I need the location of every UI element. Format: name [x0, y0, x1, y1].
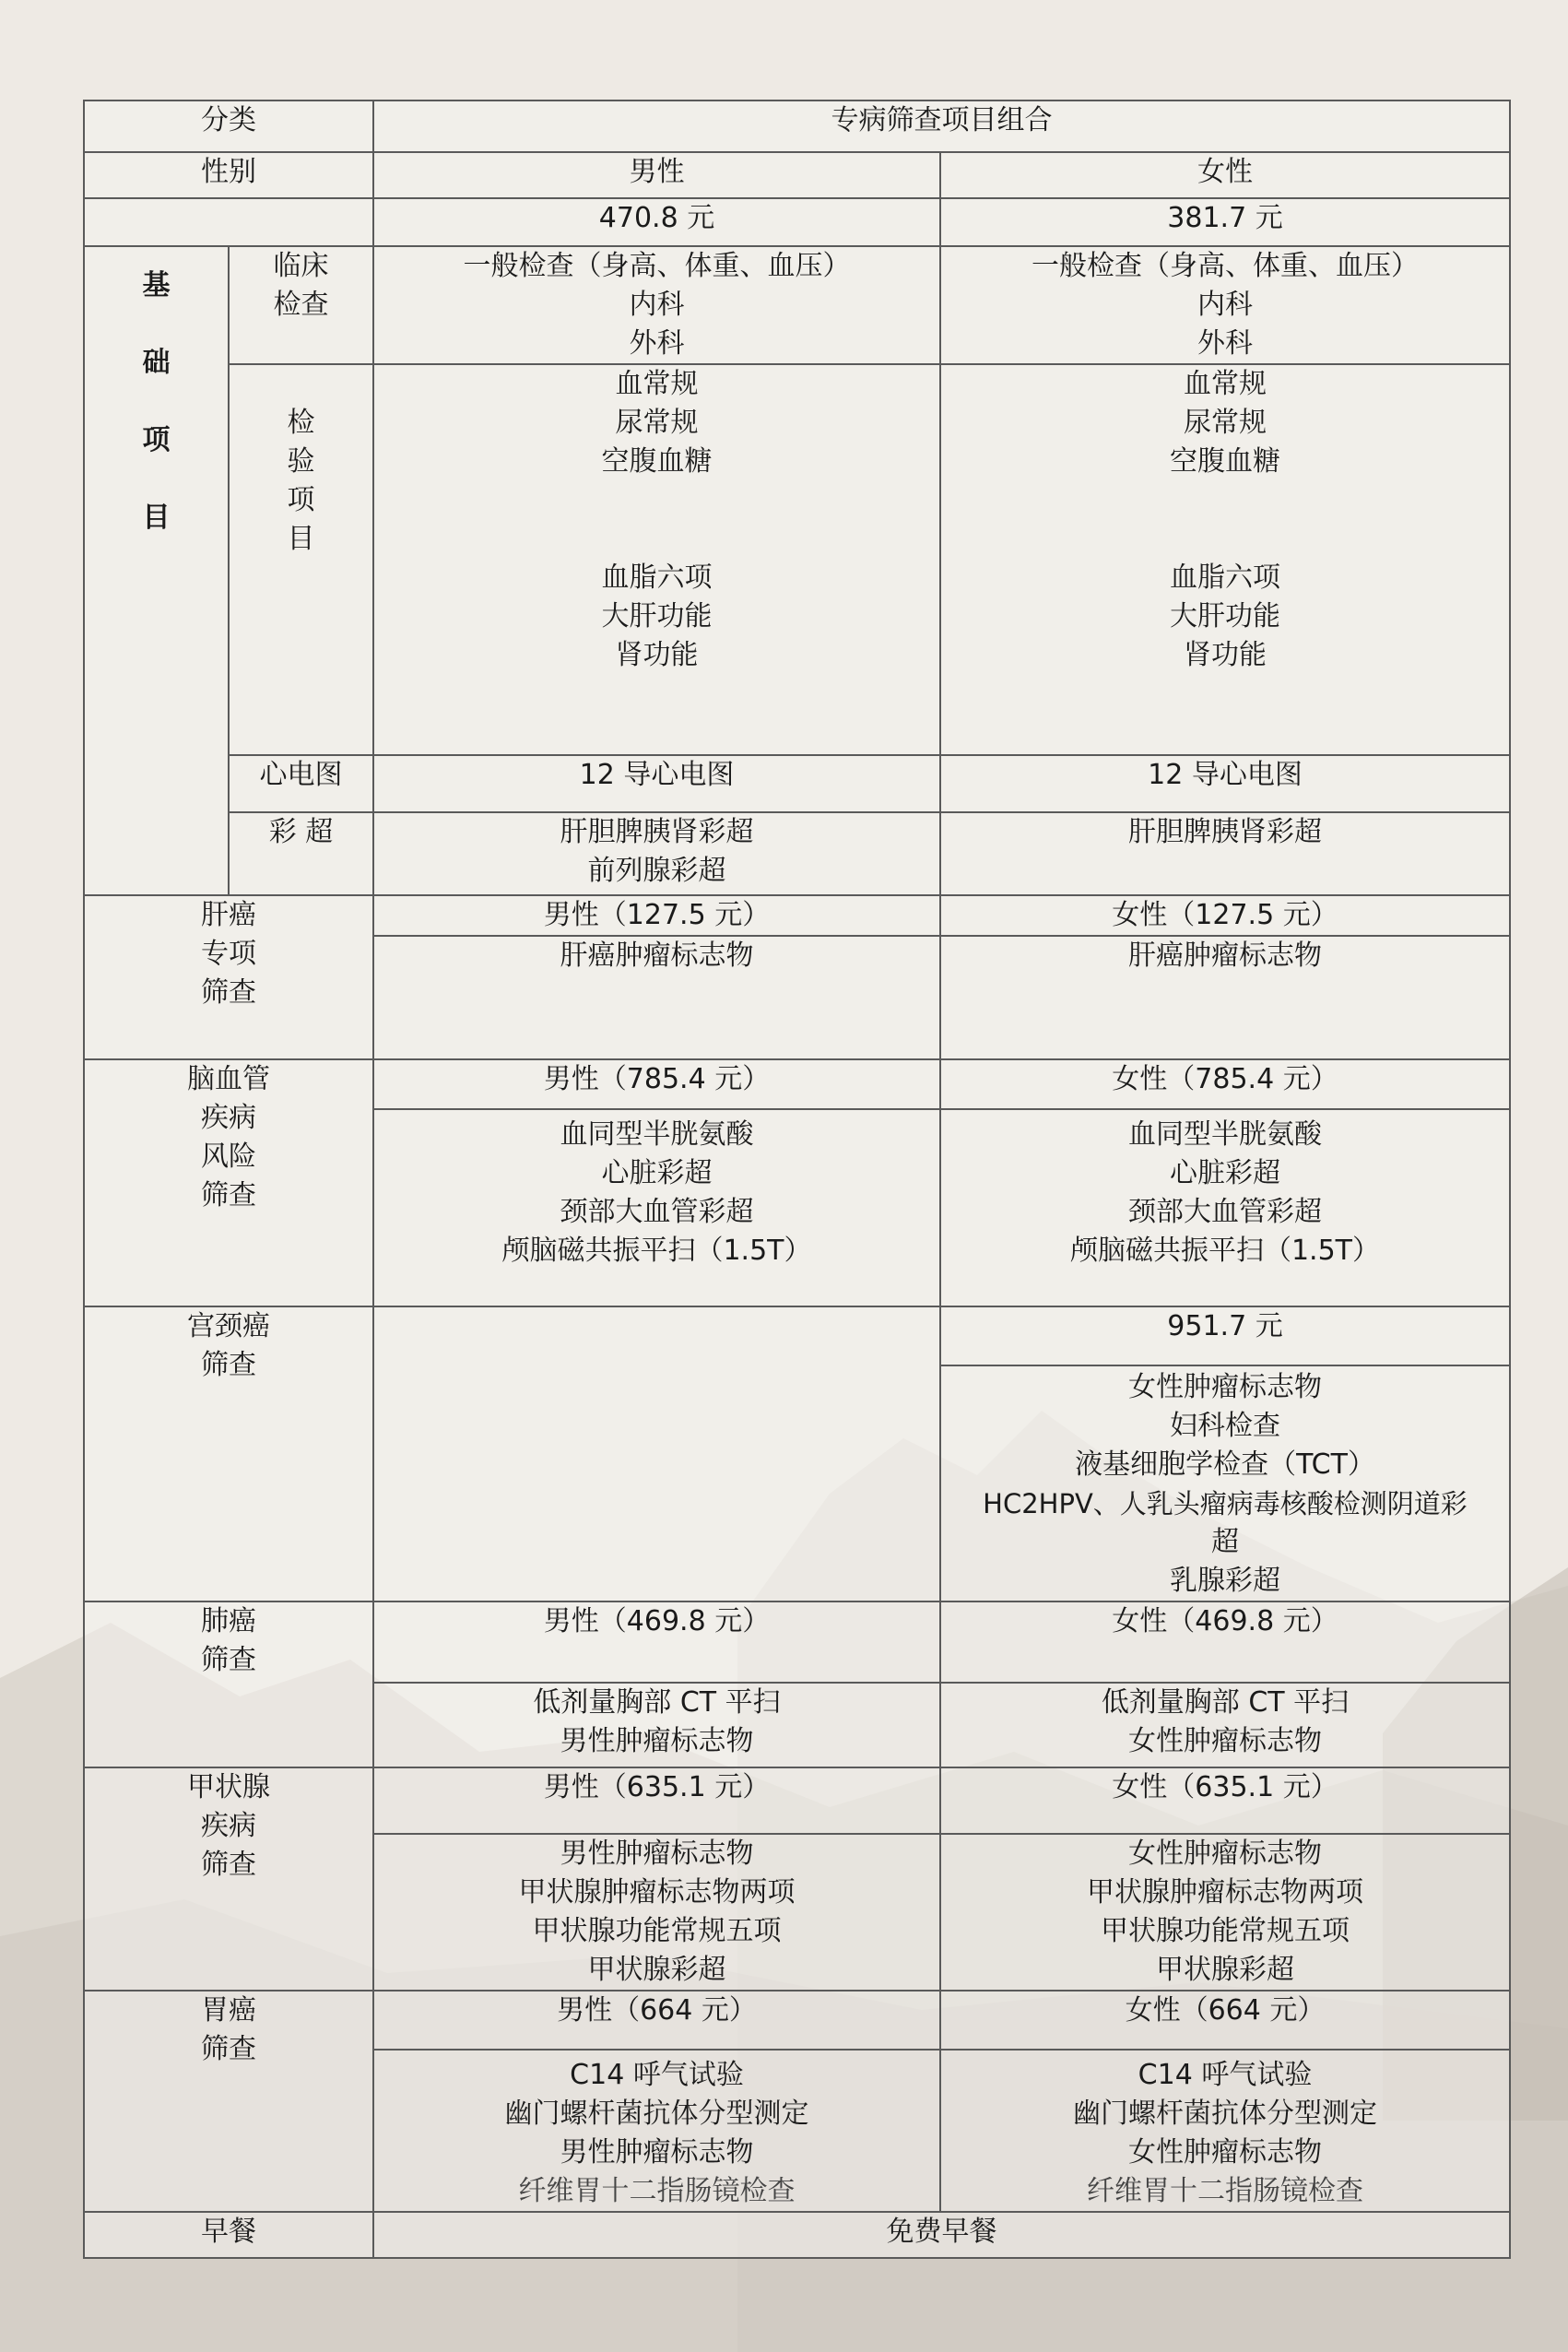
list-item: C14 呼气试验: [570, 2059, 744, 2091]
liver-female-price: 女性（127.5 元）: [940, 895, 1510, 936]
list-item: 空腹血糖: [601, 445, 713, 478]
list-item: 颈部大血管彩超: [1128, 1196, 1322, 1228]
lung-female-price: 女性（469.8 元）: [940, 1601, 1510, 1683]
list-item: 女性肿瘤标志物: [1128, 1838, 1322, 1870]
breakfast-label: 早餐: [84, 2212, 373, 2258]
liver-female-items: [940, 936, 1510, 1059]
list-item: 男性肿瘤标志物: [560, 2136, 754, 2169]
male-base-price: 470.8 元: [373, 198, 940, 246]
breakfast-value: 免费早餐: [373, 2212, 1510, 2258]
list-item: 女性肿瘤标志物: [1128, 1371, 1322, 1403]
male-lab-items: [373, 364, 940, 755]
list-item: 肾功能: [1184, 639, 1267, 671]
list-item: 甲状腺功能常规五项: [532, 1915, 782, 1947]
basic-items-label: 基 础 项 目: [84, 246, 229, 895]
list-item: 外科: [629, 327, 685, 360]
male-ecg: 12 导心电图: [373, 755, 940, 812]
list-item: 颈部大血管彩超: [560, 1196, 754, 1228]
thyroid-screening-label: 甲状腺 疾病 筛查: [84, 1767, 373, 1991]
female-base-price: 381.7 元: [940, 198, 1510, 246]
list-item: 幽门螺杆菌抗体分型测定: [504, 2098, 809, 2130]
lung-female-items: [940, 1683, 1510, 1767]
ecg-label: 心电图: [229, 755, 373, 812]
category-label: 分类: [84, 100, 373, 152]
liver-screening-label: 肝癌 专项 筛查: [84, 895, 373, 1059]
list-item: 液基细胞学检查（TCT）: [1075, 1448, 1375, 1481]
list-item: 男性肿瘤标志物: [560, 1725, 754, 1757]
cerebrovascular-screening-label: 脑血管 疾病 风险 筛查: [84, 1059, 373, 1306]
list-item: 心脏彩超: [1170, 1157, 1280, 1189]
list-item: 内科: [1197, 289, 1253, 321]
lung-male-price: 男性（469.8 元）: [373, 1601, 940, 1683]
male-clinical-items: [373, 246, 940, 364]
list-item: 肝胆脾胰肾彩超: [1128, 816, 1322, 848]
list-item: 甲状腺彩超: [1156, 1954, 1294, 1986]
list-item: 肝胆脾胰肾彩超: [560, 816, 754, 848]
list-item: 妇科检查: [1170, 1410, 1280, 1442]
stomach-male-price: 男性（664 元）: [373, 1991, 940, 2050]
liver-male-price: 男性（127.5 元）: [373, 895, 940, 936]
list-item: 颅脑磁共振平扫（1.5T）: [1069, 1235, 1381, 1267]
thyroid-female-price: 女性（635.1 元）: [940, 1767, 1510, 1834]
list-item: 甲状腺肿瘤标志物两项: [518, 1876, 796, 1909]
stomach-screening-label: 胃癌 筛查: [84, 1991, 373, 2212]
cervical-female-items: [940, 1365, 1510, 1601]
thyroid-male-price: 男性（635.1 元）: [373, 1767, 940, 1834]
cervical-female-price: 951.7 元: [940, 1306, 1510, 1365]
list-item: 乳腺彩超: [1170, 1565, 1280, 1597]
list-item: 大肝功能: [601, 600, 713, 632]
list-item: 肝癌肿瘤标志物: [560, 940, 754, 972]
cervical-male-empty: [373, 1306, 940, 1601]
list-item: 血常规: [1184, 368, 1267, 400]
female-ecg: 12 导心电图: [940, 755, 1510, 812]
list-item: 前列腺彩超: [587, 855, 726, 887]
list-item: 内科: [629, 289, 685, 321]
list-item: 外科: [1197, 327, 1253, 360]
list-item: 肝癌肿瘤标志物: [1128, 940, 1322, 972]
stomach-male-items: [373, 2050, 940, 2212]
ultrasound-label: 彩 超: [229, 812, 373, 895]
price-label-empty: [84, 198, 373, 246]
list-item: 幽门螺杆菌抗体分型测定: [1073, 2098, 1377, 2130]
female-lab-items: [940, 364, 1510, 755]
male-ultrasound-items: [373, 812, 940, 895]
list-item: 女性肿瘤标志物: [1128, 2136, 1322, 2169]
list-item: 一般检查（身高、体重、血压）: [463, 250, 851, 282]
list-item: 低剂量胸部 CT 平扫: [1101, 1686, 1350, 1719]
table-title: 专病筛查项目组合: [373, 100, 1510, 152]
list-item: 血同型半胱氨酸: [560, 1118, 754, 1151]
list-item: 甲状腺功能常规五项: [1101, 1915, 1350, 1947]
list-item: 纤维胃十二指肠镜检查: [1087, 2175, 1363, 2207]
cervical-screening-label: 宫颈癌 筛查: [84, 1306, 373, 1601]
list-item: 空腹血糖: [1170, 445, 1280, 478]
list-item: 纤维胃十二指肠镜检查: [518, 2175, 796, 2207]
thyroid-male-items: [373, 1834, 940, 1991]
list-item: 肾功能: [615, 639, 699, 671]
list-item: 心脏彩超: [601, 1157, 713, 1189]
list-item: 甲状腺彩超: [587, 1954, 726, 1986]
list-item: 甲状腺肿瘤标志物两项: [1087, 1876, 1363, 1909]
cerebro-male-price: 男性（785.4 元）: [373, 1059, 940, 1109]
list-item: 女性肿瘤标志物: [1128, 1725, 1322, 1757]
lung-male-items: [373, 1683, 940, 1767]
list-item: 血常规: [615, 368, 699, 400]
list-item: 尿常规: [1184, 407, 1267, 439]
screening-table: [83, 100, 1511, 2259]
cerebro-male-items: [373, 1109, 940, 1306]
cerebro-female-price: 女性（785.4 元）: [940, 1059, 1510, 1109]
list-item: 超: [1211, 1526, 1239, 1558]
list-item: 血脂六项: [1170, 561, 1280, 594]
list-item: 低剂量胸部 CT 平扫: [533, 1686, 781, 1719]
clinical-exam-label: 临床 检查: [229, 246, 373, 364]
female-header: 女性: [940, 152, 1510, 198]
cerebro-female-items: [940, 1109, 1510, 1306]
list-item: 尿常规: [615, 407, 699, 439]
lung-screening-label: 肺癌 筛查: [84, 1601, 373, 1767]
gender-label: 性别: [84, 152, 373, 198]
stomach-female-items: [940, 2050, 1510, 2212]
female-ultrasound-items: [940, 812, 1510, 895]
list-item: 一般检查（身高、体重、血压）: [1032, 250, 1419, 282]
list-item: 血脂六项: [601, 561, 713, 594]
list-item: C14 呼气试验: [1138, 2059, 1313, 2091]
list-item: 血同型半胱氨酸: [1128, 1118, 1322, 1151]
list-item: 颅脑磁共振平扫（1.5T）: [501, 1235, 812, 1267]
stomach-female-price: 女性（664 元）: [940, 1991, 1510, 2050]
list-item: 大肝功能: [1170, 600, 1280, 632]
lab-items-label: 检 验 项 目: [229, 364, 373, 755]
thyroid-female-items: [940, 1834, 1510, 1991]
list-item: 男性肿瘤标志物: [560, 1838, 754, 1870]
list-item: HC2HPV、人乳头瘤病毒核酸检测阴道彩: [983, 1488, 1468, 1519]
liver-male-items: [373, 936, 940, 1059]
female-clinical-items: [940, 246, 1510, 364]
male-header: 男性: [373, 152, 940, 198]
